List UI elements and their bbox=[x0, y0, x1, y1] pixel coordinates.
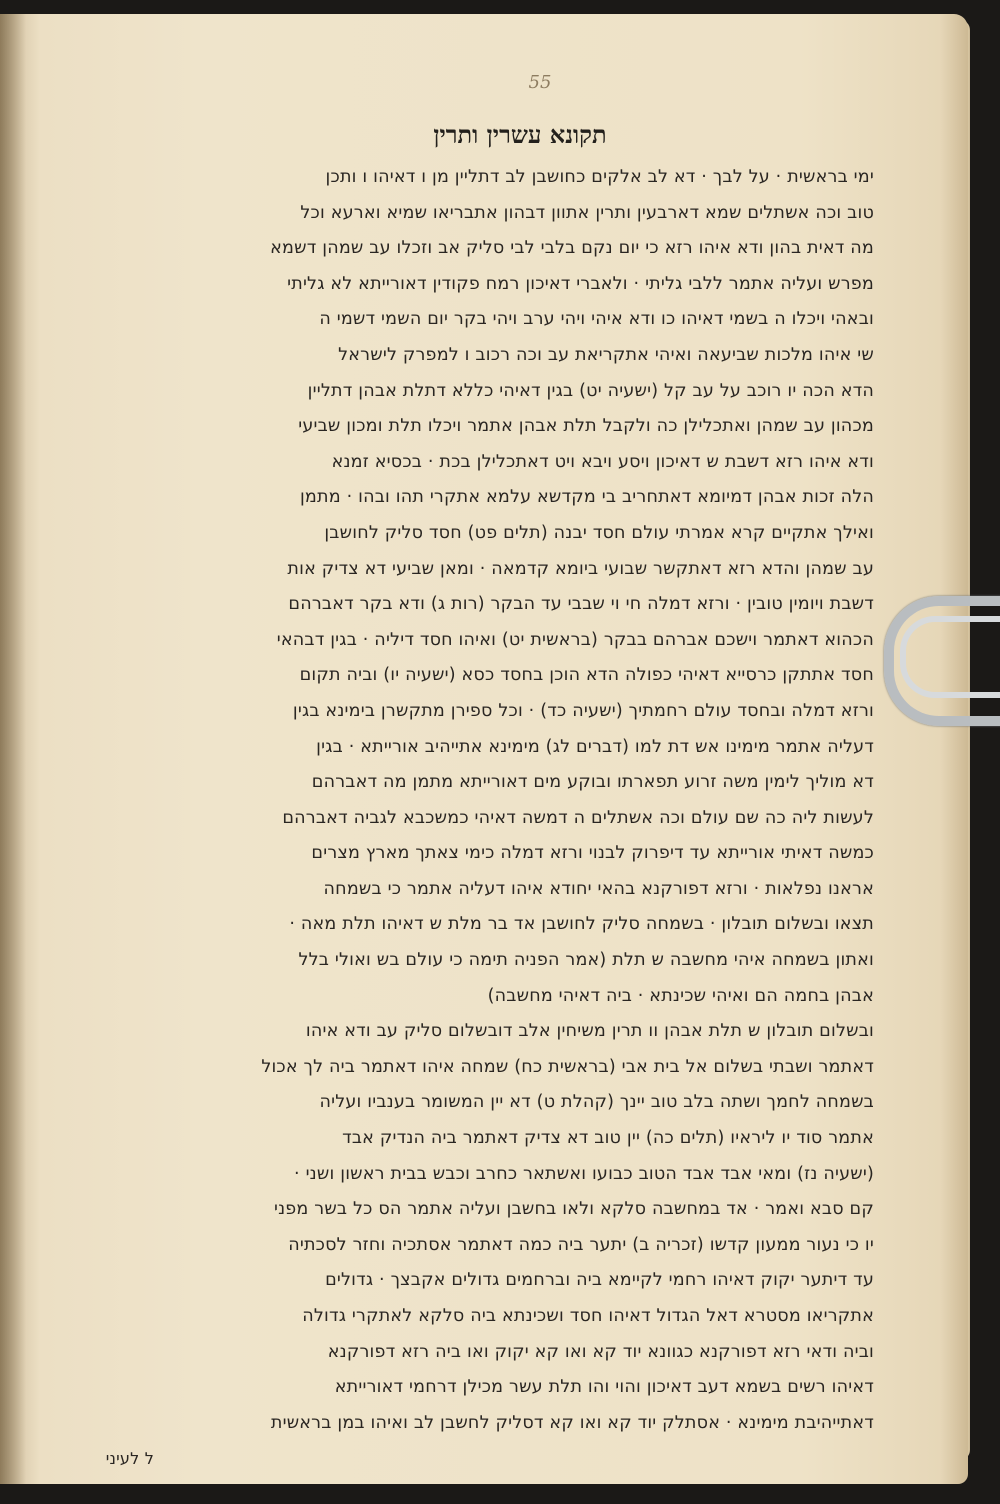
text-line: שי איהו מלכות שביעאה ואיהי אתקריאת עב וכה רכוב ו למפרק לישראל bbox=[338, 344, 874, 365]
text-line: עד דיתער יקוק דאיהו רחמי לקיימא ביה וברחמים גדולים אקבצך · גדולים bbox=[325, 1270, 874, 1291]
text-line: ימי בראשית · על לבך · דא לב אלקים כחושבן לב דתליין מן ו דאיהו ו ותכן bbox=[325, 167, 874, 187]
text-line: (ישעיה נז) ומאי אבד אבד הטוב כבועו ואשתאר כחרב וכבש בבית ראשון ושני · bbox=[294, 1163, 874, 1184]
text-line: חסד אתתקן כרסייא דאיהי כפולה הדא הוכן בחסד כסא (ישעיה יו) וביה תקום bbox=[299, 665, 874, 686]
text-line: עב שמהן והדא רזא דאתקשר שבועי ביומא קדמאה · ומאן שביעי דא צדיק אות bbox=[287, 558, 874, 579]
binding-shadow bbox=[0, 14, 26, 1484]
text-line: דאיהו רשים בשמא דעב דאיכון והוי והו תלת עשר מכילן דרחמי דאורייתא bbox=[334, 1377, 874, 1398]
text-line: הלה זכות אבהן דמיומא דאתחריב בי מקדשא עלמא אתקרי תהו ובהו · מתמן bbox=[299, 487, 874, 508]
folio-number: 55 bbox=[528, 72, 552, 93]
text-line: יו כי נעור ממעון קדשו (זכריה ב) יתער ביה כמה דאתמר אסתכיה וחזר לסכתיה bbox=[288, 1234, 874, 1255]
text-line: אתקריאו מסטרא דאל הגדול דאיהו חסד ושכינתא ביה סלקא לאתקרי גדולה bbox=[302, 1306, 874, 1326]
text-line: וביה ודאי רזא דפורקנא כגוונא יוד קא ואו קא יקוק ואו ביה רזא דפורקנא bbox=[327, 1341, 874, 1362]
text-line: ובאהי ויכלו ה בשמי דאיהו כו ודא איהי ויהי ערב ויהי בקר יום השמי דשמי ה bbox=[319, 309, 874, 330]
text-line: מפרש ועליה אתמר ללבי גליתי · ולאברי דאיכון רמח פקודין דאורייתא לא גליתי bbox=[287, 273, 874, 294]
text-line: ובשלום תובלון ש תלת אבהן וו תרין משיחין אלב דובשלום סליק עב ודא איהו bbox=[305, 1021, 874, 1042]
text-line: תצאו ובשלום תובלון · בשמחה סליק לחושבן אד בר מלת ש דאיהו תלת מאה · bbox=[289, 914, 874, 935]
text-line: כמשה דאיתי אורייתא עד דיפרוק לבנוי ורזא דמלה כימי צאתך מארץ מצרים bbox=[311, 843, 874, 864]
text-line: ואתון בשמחה איהי מחשבה ש תלת (אמר הפניה תימה כי עולם בש ואולי בלל bbox=[298, 950, 874, 971]
text-line: דעליה אתמר מימינו אש דת למו (דברים לג) מימינא אתייהיב אורייתא · בגין bbox=[316, 736, 874, 757]
text-line: מה דאית בהון ודא איהו רזא כי יום נקם בלבי לבי סליק אב וזכלו עב שמהן דשמא bbox=[270, 238, 874, 259]
text-line: מכהון עב שמהן ואתכלילן כה ולקבל תלת אבהן אתמר ויכלו תלת ומכון שביעי bbox=[298, 416, 874, 437]
text-line: ודא איהו רזא דשבת ש דאיכון ויסע ויבא ויט דאתכלילן בכת · בכסיא זמנא bbox=[331, 451, 874, 472]
text-line: הדא הכה יו רוכב על עב קל (ישעיה יט) בגין דאיהי כללא דתלת אבהן דתליין bbox=[307, 380, 874, 401]
main-text bbox=[62, 160, 874, 1477]
text-line: דאתייהיבת מימינא · אסתלק יוד קא ואו קא דסליק לחשבן לב ואיהו במן בראשית bbox=[270, 1412, 874, 1433]
text-line: אבהן בחמה הם ואיהי שכינתא · ביה דאיהי מחשבה) bbox=[487, 985, 874, 1006]
page-title: תקונא עשרין ותרין bbox=[433, 120, 607, 149]
catchword: ל לעיני bbox=[105, 1449, 154, 1469]
text-line: ורזא דמלה ובחסד עולם רחמתיך (ישעיה כד) · וכל ספירן מתקשרן בימינא בגין bbox=[292, 700, 874, 721]
text-line: טוב וכה אשתלים שמא דארבעין ותרין אתוון דבהון אתבריאו שמיא וארעא וכל bbox=[300, 202, 874, 223]
text-line: בשמחה לחמך ושתה בלב טוב יינך (קהלת ט) דא יין המשומר בענביו ועליה bbox=[319, 1092, 874, 1113]
text-line: דא מוליך לימין משה זרוע תפארתו ובוקע מים דאורייתא מתמן מה דאברהם bbox=[311, 772, 874, 793]
text-line: אראנו נפלאות · ורזא דפורקנא בהאי יחודא איהו דעליה אתמר כי בשמחה bbox=[323, 878, 874, 899]
text-line: לעשות ליה כה שם עולם וכה אשתלים ה דמשה דאיהי כמשכבא לגביה דאברהם bbox=[282, 807, 874, 828]
page-clip-inner bbox=[900, 616, 1000, 698]
text-line: ואילך אתקיים קרא אמרתי עולם חסד יבנה (תלים פט) חסד סליק לחושבן bbox=[324, 522, 874, 543]
text-line: קם סבא ואמר · אד במחשבה סלקא ולאו בחשבן ועליה אתמר הס כל בשר מפני bbox=[273, 1199, 874, 1220]
text-line: אתמר סוד יו ליראיו (תלים כה) יין טוב דא צדיק דאתמר ביה הנדיק אבד bbox=[342, 1128, 874, 1149]
text-line: דשבת ויומין טובין · ורזא דמלה חי וי שבבי עד הבקר (רות ג) ודא בקר דאברהם bbox=[288, 594, 874, 615]
text-line: הכהוא דאתמר וישכם אברהם בבקר (בראשית יט) ואיהו חסד דיליה · בגין דבהאי bbox=[276, 629, 874, 650]
text-line: דאתמר ושבתי בשלום אל בית אבי (בראשית כח) שמחה איהו דאתמר ביה לך אכול bbox=[261, 1056, 874, 1077]
